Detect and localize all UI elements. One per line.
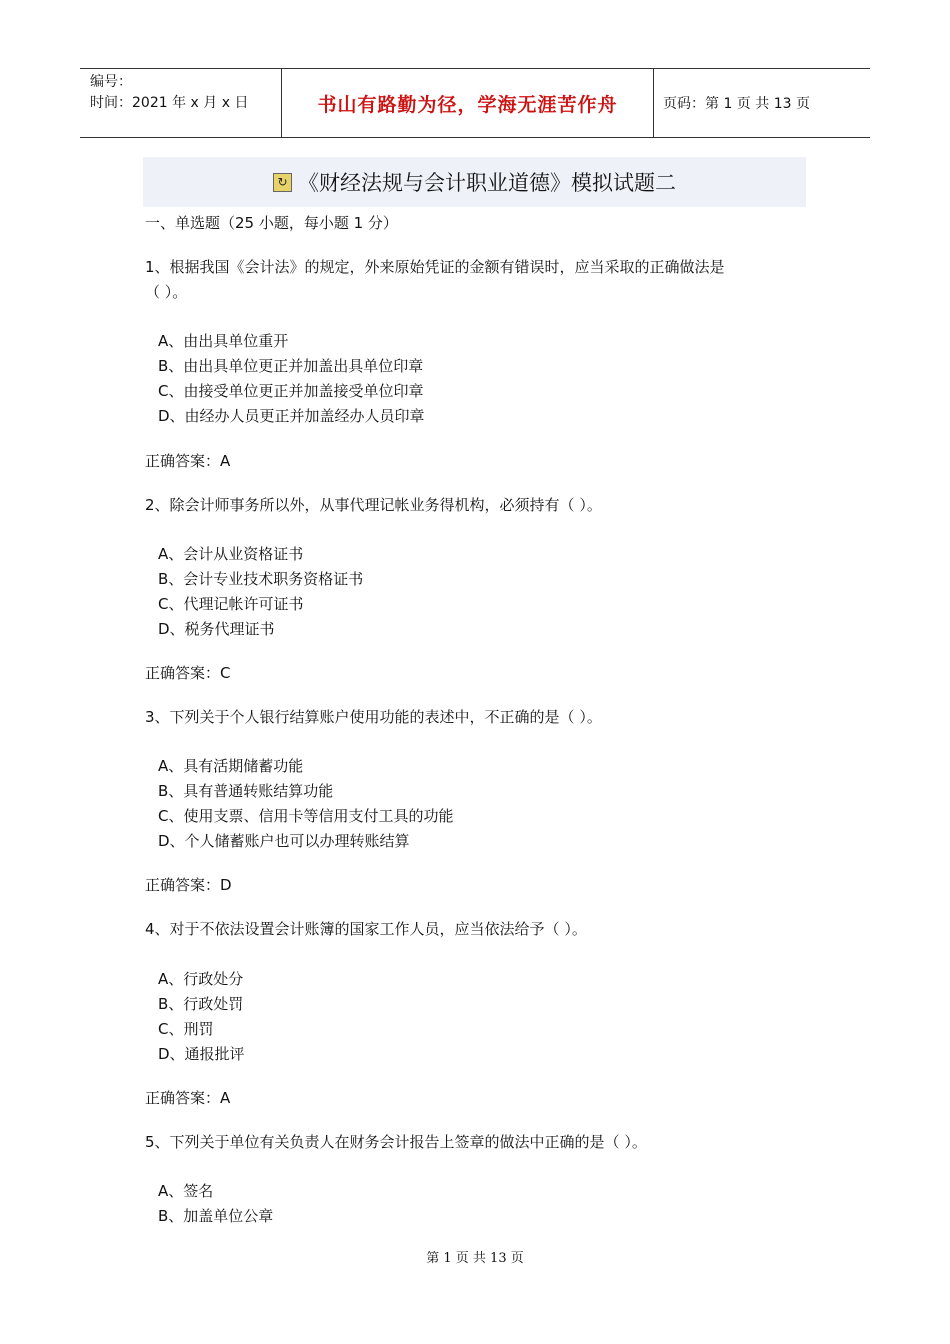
- question-4-option-c: C、刑罚: [158, 1020, 214, 1038]
- header-page-cell: [654, 69, 870, 137]
- question-3-option-b: B、具有普通转账结算功能: [158, 782, 334, 800]
- question-2-option-a: A、会计从业资格证书: [158, 545, 304, 563]
- question-2-option-b: B、会计专业技术职务资格证书: [158, 570, 364, 588]
- question-3-option-d: D、个人储蓄账户也可以办理转账结算: [158, 832, 410, 850]
- question-4-answer: 正确答案：A: [145, 1089, 231, 1107]
- question-2-answer: 正确答案：C: [145, 664, 231, 682]
- page-header: [80, 68, 870, 138]
- question-2-option-c: C、代理记帐许可证书: [158, 595, 304, 613]
- document-icon: ↻: [273, 173, 292, 192]
- title-band: [143, 157, 806, 207]
- question-1-option-d: D、由经办人员更正并加盖经办人员印章: [158, 407, 425, 425]
- page-footer: 第 1 页 共 13 页: [426, 1251, 524, 1266]
- header-motto-cell: [282, 69, 654, 137]
- question-5-option-a: A、签名: [158, 1182, 214, 1200]
- question-2-option-d: D、税务代理证书: [158, 620, 275, 638]
- question-3-answer: 正确答案：D: [145, 876, 232, 894]
- question-4-option-a: A、行政处分: [158, 970, 244, 988]
- question-4-stem: 4、对于不依法设置会计账簿的国家工作人员，应当依法给予（ ）。: [145, 920, 587, 938]
- question-1-stem-cont: （ ）。: [145, 283, 188, 301]
- question-1-option-c: C、由接受单位更正并加盖接受单位印章: [158, 382, 424, 400]
- header-meta: [80, 69, 282, 137]
- question-1-option-b: B、由出具单位更正并加盖出具单位印章: [158, 357, 424, 375]
- question-3-stem: 3、下列关于个人银行结算账户使用功能的表述中，不正确的是（ ）。: [145, 708, 602, 726]
- question-3-option-c: C、使用支票、信用卡等信用支付工具的功能: [158, 807, 454, 825]
- question-3-option-a: A、具有活期储蓄功能: [158, 757, 304, 775]
- question-1-option-a: A、由出具单位重开: [158, 332, 289, 350]
- serial-label: 编号：: [90, 74, 132, 90]
- question-4-option-d: D、通报批评: [158, 1045, 245, 1063]
- document-title: 《财经法规与会计职业道德》模拟试题二: [298, 171, 676, 195]
- question-1-answer: 正确答案：A: [145, 452, 231, 470]
- question-2-stem: 2、除会计师事务所以外，从事代理记帐业务得机构，必须持有（ ）。: [145, 496, 602, 514]
- question-5-option-b: B、加盖单位公章: [158, 1207, 274, 1225]
- date-label: 时间：2021 年 x 月 x 日: [90, 95, 249, 111]
- section-heading: 一、单选题（25 小题，每小题 1 分）: [145, 214, 398, 232]
- question-5-stem: 5、下列关于单位有关负责人在财务会计报告上签章的做法中正确的是（ ）。: [145, 1133, 647, 1151]
- question-1-stem: 1、根据我国《会计法》的规定，外来原始凭证的金额有错误时，应当采取的正确做法是: [145, 258, 725, 276]
- page-label: 页码：第 1 页 共 13 页: [663, 96, 810, 112]
- question-4-option-b: B、行政处罚: [158, 995, 244, 1013]
- motto: 书山有路勤为径，学海无涯苦作舟: [317, 93, 618, 116]
